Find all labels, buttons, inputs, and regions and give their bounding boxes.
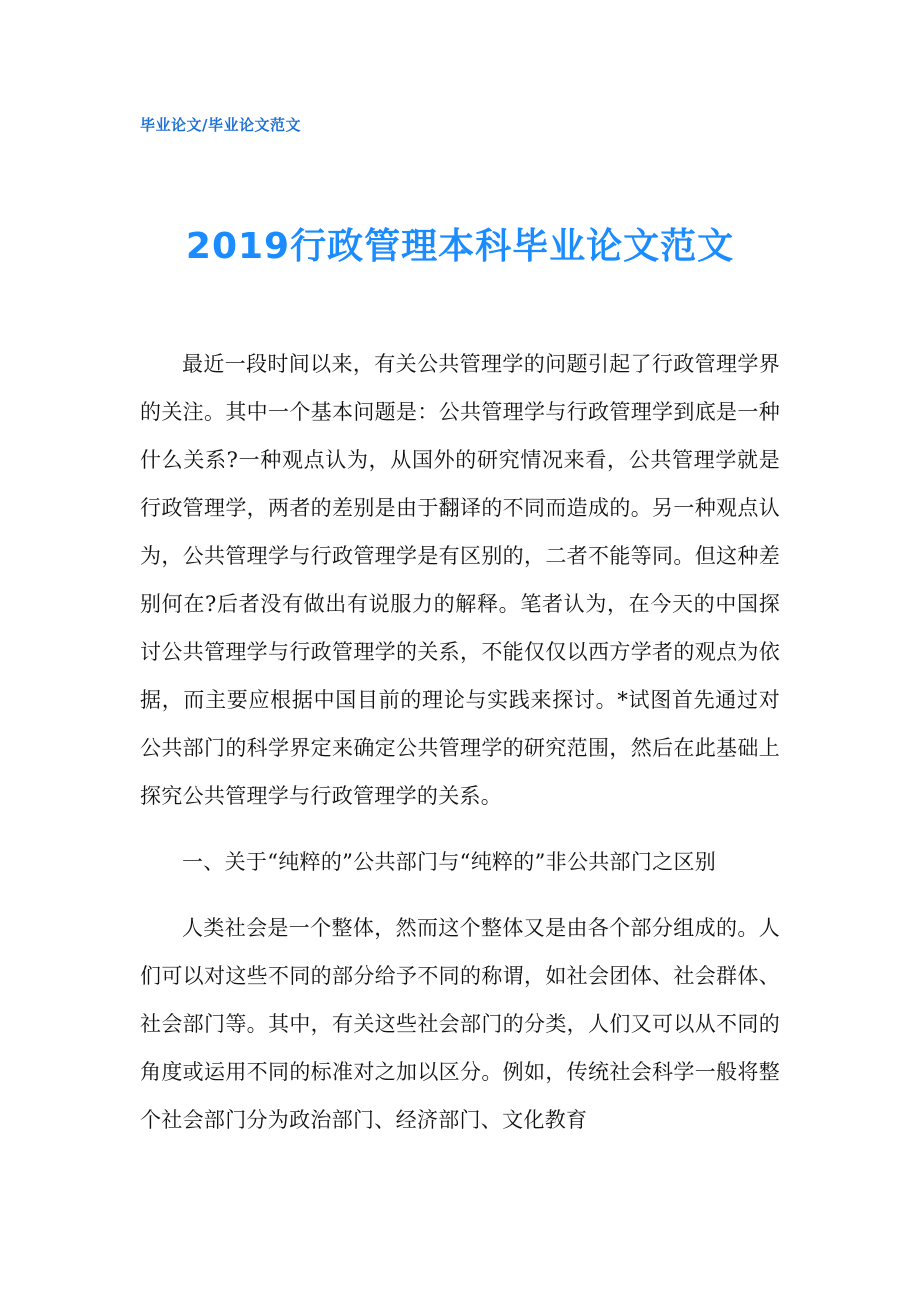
section-heading: 一、关于“纯粹的”公共部门与“纯粹的”非公共部门之区别	[182, 850, 717, 874]
breadcrumb[interactable]: 毕业论文/毕业论文范文	[140, 116, 301, 134]
page-title: 2019行政管理本科毕业论文范文	[185, 226, 735, 267]
document-body	[140, 340, 780, 1162]
paragraph-intro: 最近一段时间以来，有关公共管理学的问题引起了行政管理学界的关注。其中一个基本问题是：公共管理学与行政管理学到底是一种什么关系?一种观点认为，从国外的研究情况来看，公共管理学就是行政管理学，两者的差别是由于翻译的不同而造成的。另一种观点认为，公共管理学与行政管理学是有区别的，二者不能等同。但这种差别何在?后者没有做出有说服力的解释。笔者认为，在今天的中国探讨公共管理学与行政管理学的关系，不能仅仅以西方学者的观点为依据，而主要应根据中国目前的理论与实践来探讨。*试图首先通过对公共部门的科学界定来确定公共管理学的研究范围，然后在此基础上探究公共管理学与行政管理学的关系。	[140, 352, 780, 808]
paragraph-section-1: 人类社会是一个整体，然而这个整体又是由各个部分组成的。人们可以对这些不同的部分给予不同的称谓，如社会团体、社会群体、社会部门等。其中，有关这些社会部门的分类，人们又可以从不同的角度或运用不同的标准对之加以区分。例如，传统社会科学一般将整个社会部门分为政治部门、经济部门、文化教育	[140, 916, 780, 1132]
